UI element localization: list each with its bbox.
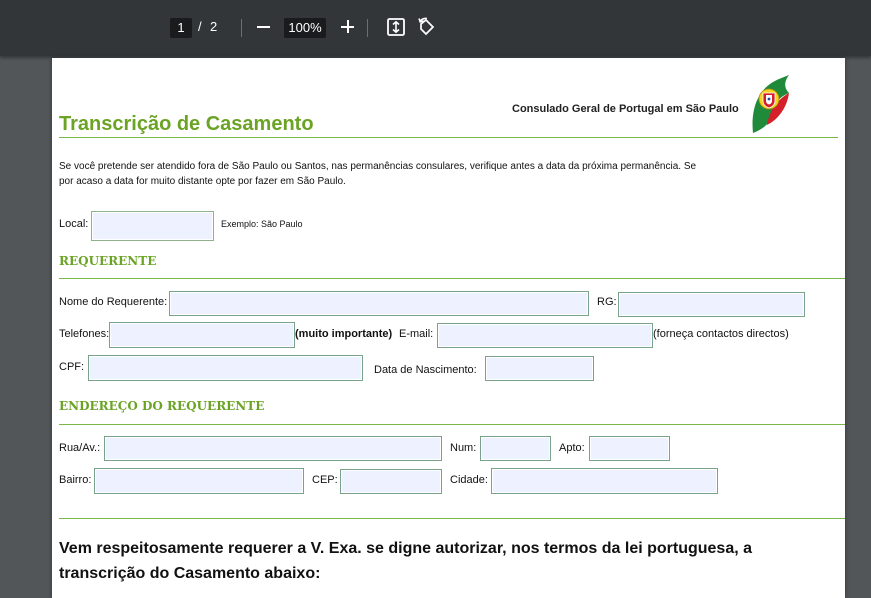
num-label: Num: xyxy=(450,442,477,454)
rua-label: Rua/Av.: xyxy=(59,442,101,454)
pdf-page xyxy=(52,58,845,598)
pdf-toolbar xyxy=(0,0,871,56)
email-label: E-mail: xyxy=(399,328,434,340)
nascimento-field[interactable] xyxy=(485,356,594,381)
nome-field[interactable] xyxy=(169,291,589,316)
zoom-out-icon xyxy=(257,26,270,28)
cep-label: CEP: xyxy=(312,474,338,486)
section-rule xyxy=(59,424,845,425)
num-field[interactable] xyxy=(480,436,551,461)
section-endereco: ENDEREÇO DO REQUERENTE xyxy=(59,399,265,413)
bairro-field[interactable] xyxy=(94,468,304,494)
section-rule xyxy=(59,518,845,519)
intro-line-2: por acaso a data for muito distante opte por fazer em São Paulo. xyxy=(59,176,346,187)
nascimento-label: Data de Nascimento: xyxy=(374,364,477,376)
cpf-field[interactable] xyxy=(88,355,363,381)
page-separator: / xyxy=(198,19,202,34)
document-title: Transcrição de Casamento xyxy=(59,113,314,135)
request-statement: Vem respeitosamente requerer a V. Exa. se digne autorizar, nos termos da lei portuguesa, a transcrição do Casamento abaixo: xyxy=(59,540,753,582)
local-field[interactable] xyxy=(91,211,214,241)
bairro-label: Bairro: xyxy=(59,474,92,486)
zoom-level-input[interactable]: 100% xyxy=(284,18,326,38)
zoom-in-icon-vertical xyxy=(347,20,349,33)
header-rule xyxy=(59,137,838,138)
telefones-field[interactable] xyxy=(109,322,295,348)
cidade-label: Cidade: xyxy=(450,474,488,486)
email-note: (forneça contactos directos) xyxy=(653,328,789,340)
section-requerente: REQUERENTE xyxy=(59,254,157,268)
zoom-in-button[interactable] xyxy=(338,16,358,38)
local-label: Local: xyxy=(59,218,89,230)
rotate-button[interactable] xyxy=(416,16,438,38)
cpf-label: CPF: xyxy=(59,361,85,373)
zoom-out-button[interactable] xyxy=(254,16,274,38)
apto-field[interactable] xyxy=(589,436,670,461)
email-field[interactable] xyxy=(437,323,653,348)
fit-page-icon xyxy=(385,16,407,38)
cidade-field[interactable] xyxy=(491,468,718,494)
current-page-input[interactable]: 1 xyxy=(170,18,192,38)
local-example: Exemplo: São Paulo xyxy=(221,219,303,229)
rg-field[interactable] xyxy=(618,292,805,317)
rg-label: RG: xyxy=(597,296,617,308)
toolbar-divider xyxy=(241,19,242,37)
telefones-label: Telefones: xyxy=(59,328,110,340)
portugal-coat-of-arms-logo xyxy=(749,73,793,135)
consulate-name: Consulado Geral de Portugal em São Paulo xyxy=(512,103,739,115)
section-rule xyxy=(59,278,845,279)
rua-field[interactable] xyxy=(104,436,442,461)
telefones-note: (muito importante) xyxy=(295,328,393,340)
fit-page-button[interactable] xyxy=(385,16,407,38)
nome-label: Nome do Requerente: xyxy=(59,296,168,308)
cep-field[interactable] xyxy=(340,469,442,494)
intro-line-1: Se você pretende ser atendido fora de São Paulo ou Santos, nas permanências consulares, verifique antes a data da próxima permanência. Se xyxy=(59,161,697,172)
total-pages: 2 xyxy=(210,19,218,34)
rotate-icon xyxy=(416,16,438,38)
intro-text xyxy=(59,159,719,189)
toolbar-divider xyxy=(367,19,368,37)
apto-label: Apto: xyxy=(559,442,585,454)
